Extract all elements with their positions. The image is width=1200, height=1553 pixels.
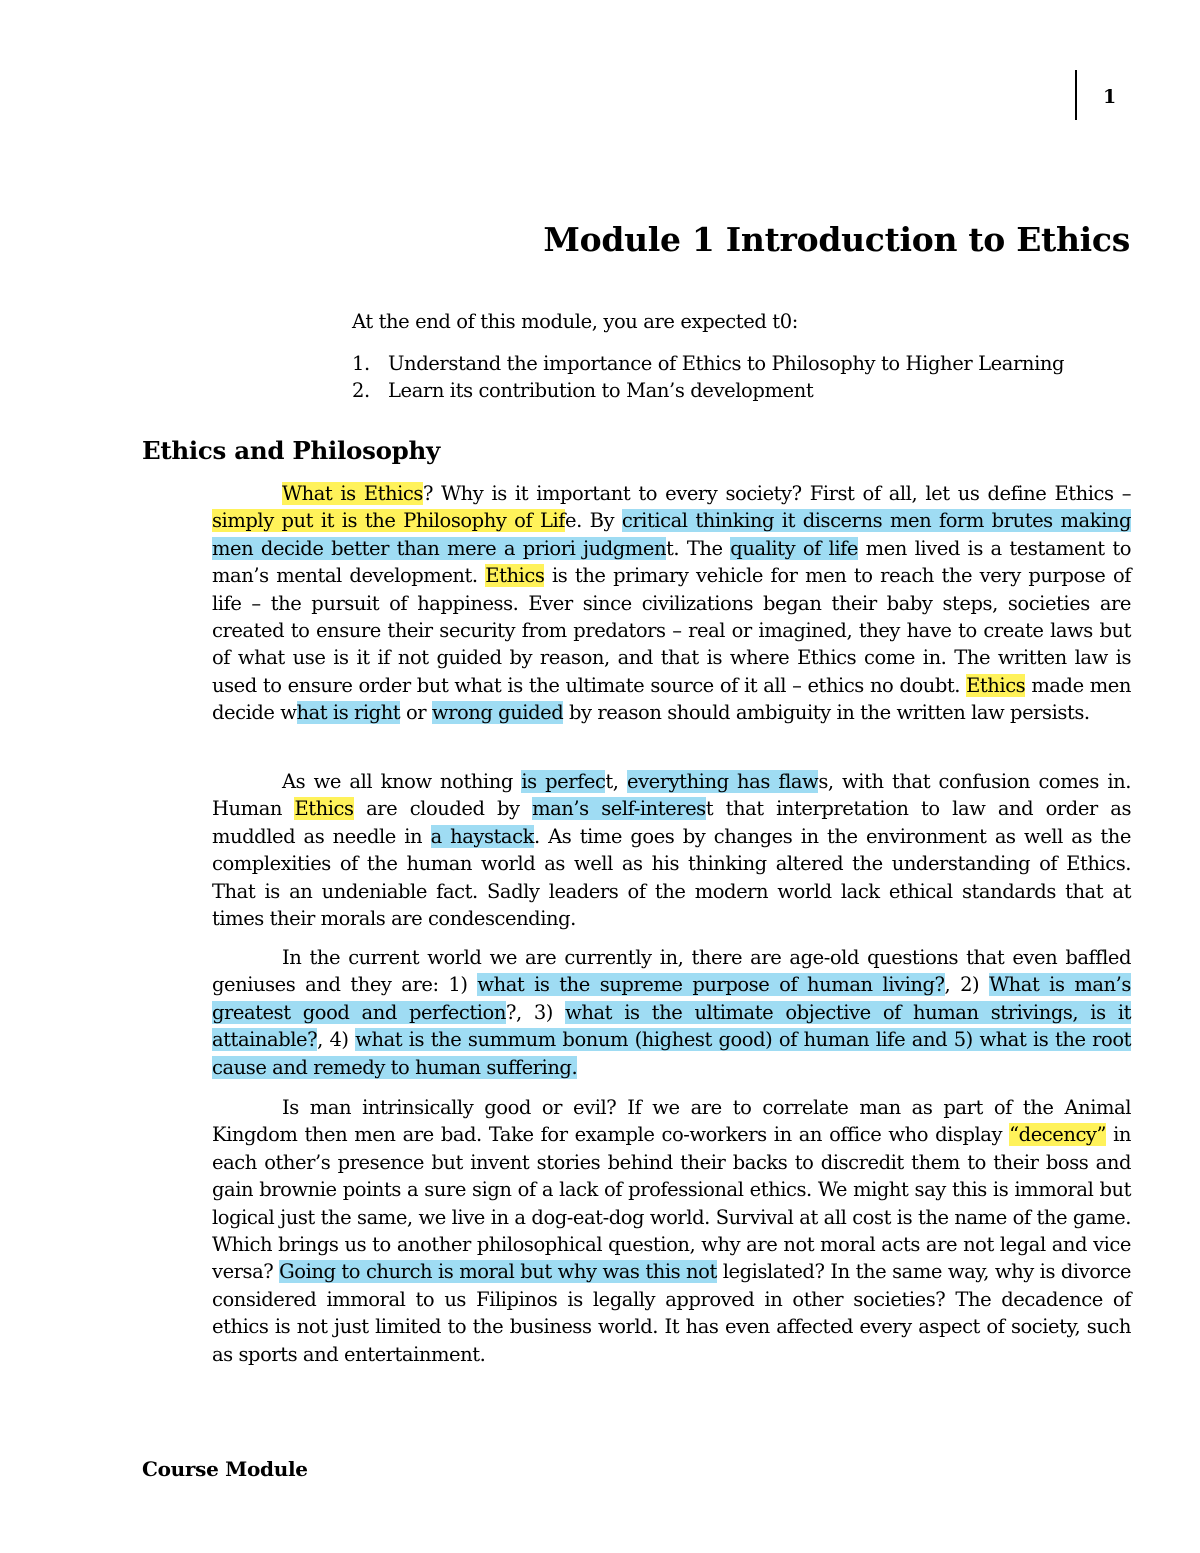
paragraph-2: [212, 768, 1131, 932]
objective-item: [352, 377, 1064, 404]
text-run: t that interpretation to law and order as muddled as needle in: [212, 797, 1132, 848]
highlight-blue: is perfec: [521, 770, 606, 793]
text-run: . As time goes by changes in the environment as well as the complexities of the human world as well as his thinking altered the understanding of Ethics. That is an undeniable fact. Sadly leaders of the modern world lack ethical standards that at times their morals are condescending.: [212, 824, 1131, 931]
highlight-yellow: Ethics: [485, 564, 545, 588]
text-run: by reason should ambiguity in the written law persists.: [563, 701, 1090, 725]
objectives-list: [352, 350, 1064, 404]
text-run: men lived is a testament to man’s mental development.: [212, 536, 1131, 588]
objectives-intro: At the end of this module, you are expected t0:: [352, 310, 798, 333]
paragraph-text: [212, 1094, 1131, 1368]
highlight-blue: a haystack: [430, 824, 534, 848]
paragraph-4: [212, 1094, 1131, 1368]
highlight-yellow: “decency”: [1009, 1123, 1107, 1147]
highlight-yellow: simply put it is the Philosophy of Lif: [212, 509, 566, 533]
highlight-blue: everything has flaw: [627, 770, 819, 793]
paragraph-text: [212, 768, 1131, 932]
text-run: Is man intrinsically good or evil? If we are to correlate man as part of the Animal Kingdom then men are bad. Take for example co-workers in an office who display: [212, 1096, 1131, 1147]
text-run: As we all know nothing: [282, 770, 522, 793]
highlight-blue: wrong guided: [431, 701, 564, 725]
text-run: s, with that confusion comes in. Human: [212, 770, 1131, 821]
text-run: are clouded by: [353, 797, 533, 821]
footer-label: Course Module: [142, 1457, 308, 1481]
highlight-blue: Going to church is moral but why was this not: [279, 1260, 717, 1284]
section-heading: Ethics and Philosophy: [142, 436, 440, 465]
objective-number: 2.: [352, 379, 370, 402]
module-title: Module 1 Introduction to Ethics: [543, 220, 1130, 259]
paragraph-text: [212, 480, 1131, 727]
paragraph-3: [212, 944, 1131, 1081]
highlight-yellow: What is Ethics: [282, 482, 423, 505]
text-run: t,: [605, 770, 627, 793]
highlight-blue: man’s self-interes: [532, 797, 706, 821]
highlight-blue: critical thinking it discerns men form brutes making men decide better than mere a priori judgmen: [212, 509, 1131, 560]
highlight-blue: quality of life: [730, 536, 858, 560]
text-run: , 4): [317, 1028, 356, 1052]
text-run: e. By: [565, 509, 622, 533]
highlight-yellow: Ethics: [294, 797, 354, 821]
highlight-yellow: Ethics: [966, 673, 1026, 697]
objective-number: 1.: [352, 352, 370, 375]
text-run: made men decide w: [212, 673, 1132, 725]
highlight-blue: what is the ultimate objective of human strivings, is it attainable?: [212, 1000, 1131, 1052]
text-run: legislated? In the same way, why is divorce considered immoral to us Filipinos is legally approved in other societies? The decadence of ethics is not just limited to the business world. It has even affected every aspect of society, such as sports and entertainment.: [212, 1260, 1132, 1366]
text-run: , 2): [944, 973, 990, 997]
objective-item: [352, 350, 1064, 377]
highlight-blue: What is man’s greatest good and perfection: [212, 973, 1131, 1024]
paragraph-1: [212, 480, 1131, 727]
text-run: In the current world we are currently in, there are age-old questions that even baffled geniuses and they are: 1): [212, 946, 1131, 997]
text-run: t. The: [666, 536, 731, 560]
text-run: is the primary vehicle for men to reach the very purpose of life – the pursuit of happiness. Ever since civilizations began their baby steps, societies are created to ensure their security from predators – real or imagined, they have to create laws but of what use is it if not guided by reason, and that is where Ethics come in. The written law is used to ensure order but what is the ultimate source of it all – ethics no doubt.: [212, 564, 1132, 697]
objective-text: Learn its contribution to Man’s development: [388, 379, 814, 402]
page-number: 1: [1103, 86, 1117, 108]
highlight-blue: what is the summum bonum (highest good) of human life and 5) what is the root cause and remedy to human suffering.: [212, 1028, 1131, 1079]
objective-text: Understand the importance of Ethics to Philosophy to Higher Learning: [388, 352, 1065, 375]
highlight-blue: hat is right: [296, 701, 401, 725]
page-number-divider: [1075, 70, 1077, 120]
text-run: in each other’s presence but invent stories behind their backs to discredit them to their boss and gain brownie points a sure sign of a lack of professional ethics. We might say this is immoral but logical just the same, we live in a dog-eat-dog world. Survival at all cost is the name of the game. Which brings us to another philosophical question, why are not moral acts are not legal and vice versa?: [212, 1123, 1131, 1284]
text-run: ? Why is it important to every society? First of all, let us define Ethics –: [422, 482, 1131, 505]
text-run: or: [400, 701, 432, 725]
text-run: ?, 3): [505, 1000, 566, 1024]
paragraph-text: [212, 944, 1131, 1081]
highlight-blue: what is the supreme purpose of human living?: [477, 973, 945, 997]
